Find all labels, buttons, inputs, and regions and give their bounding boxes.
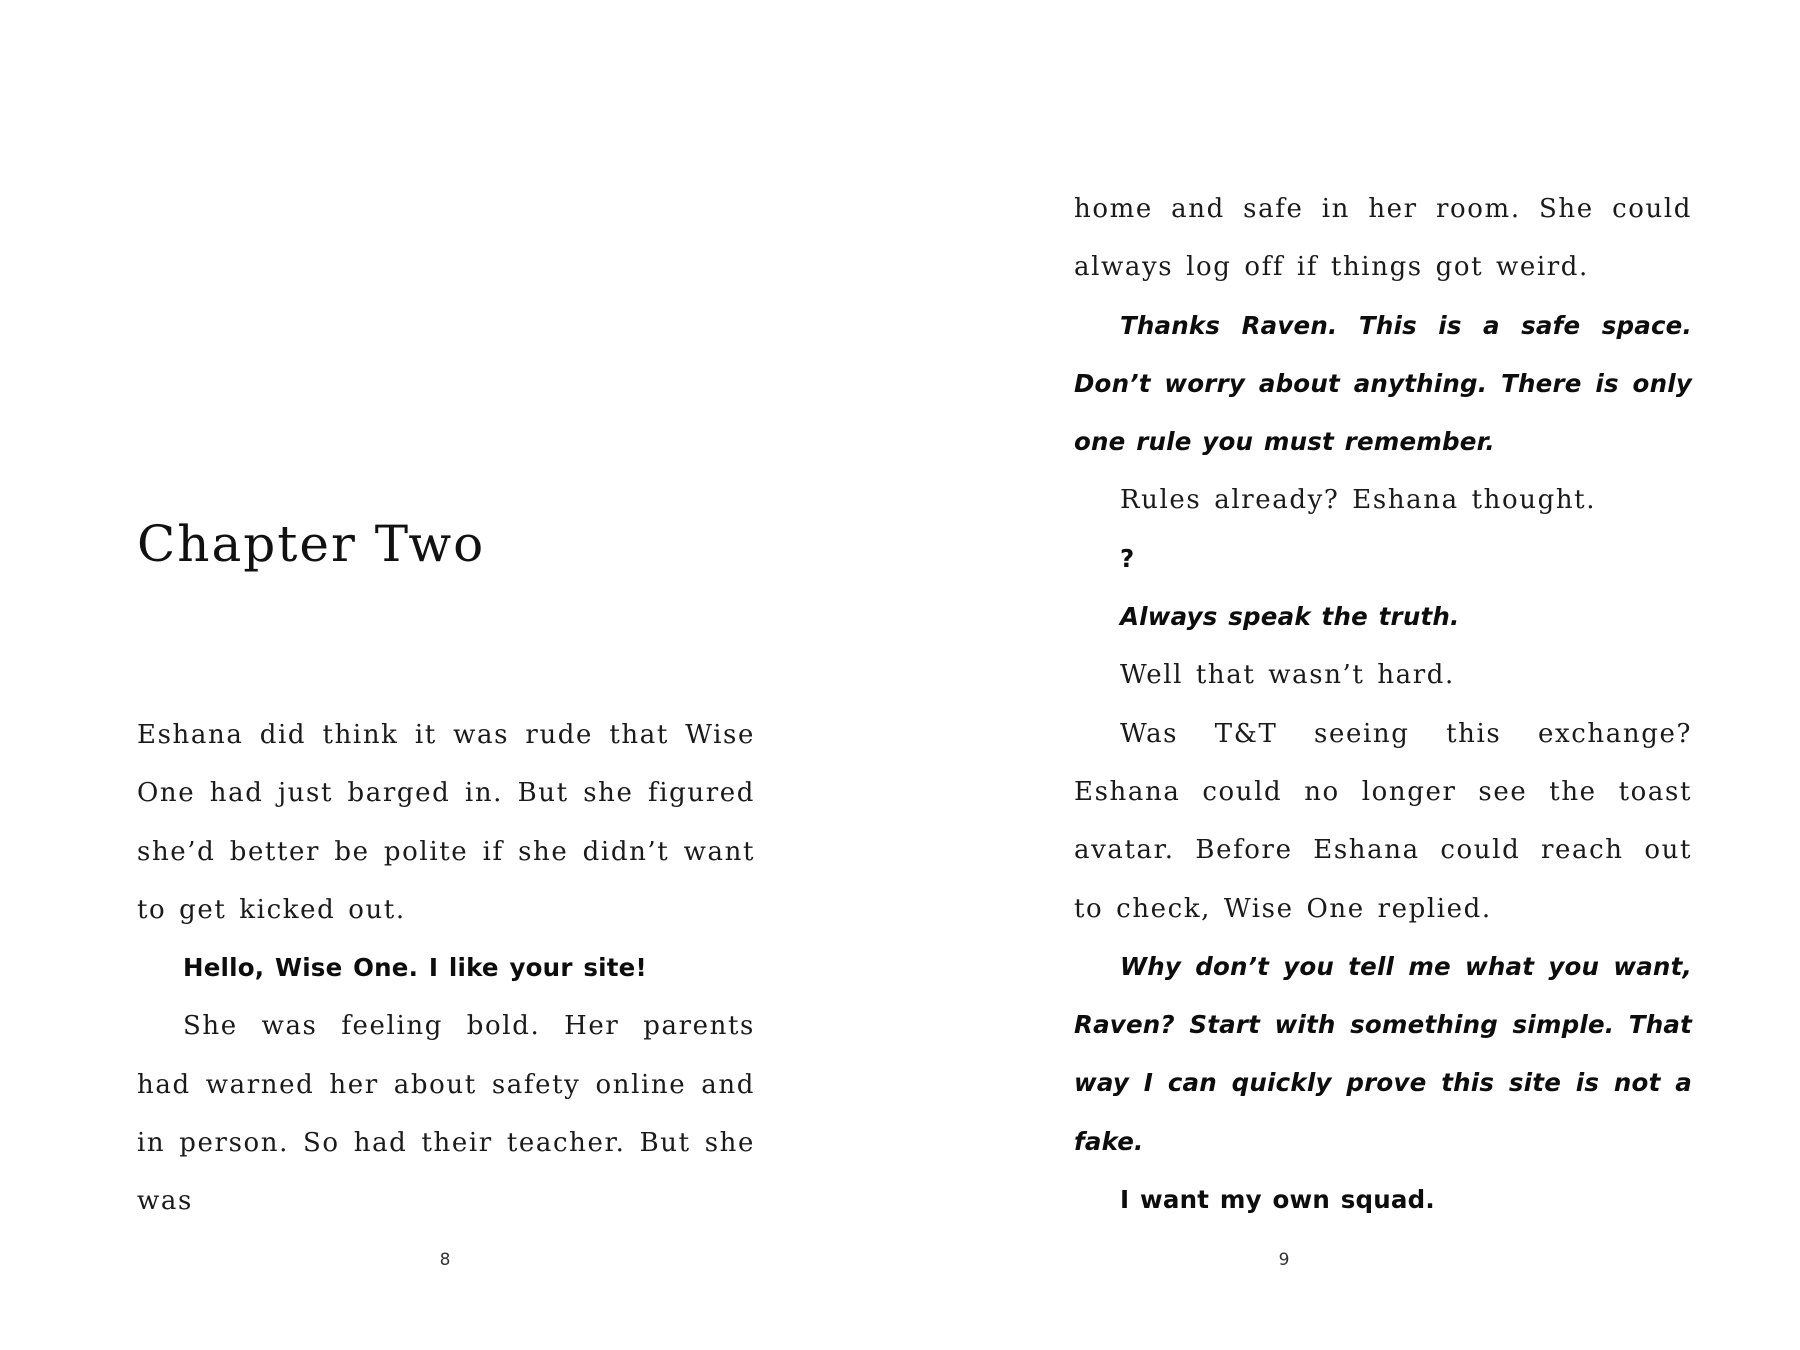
chat-message-raven: Hello, Wise One. I like your site! xyxy=(183,953,647,983)
right-page xyxy=(900,0,1800,1350)
narration-paragraph: Eshana did think it was rude that Wise One had just barged in. But she figured she’d better be polite if she didn’t want to get kicked out. xyxy=(137,720,755,925)
narration-paragraph: She was feeling bold. Her parents had warned her about safety online and in person. So had their teacher. But she was xyxy=(137,1011,755,1217)
chat-message-raven: ? xyxy=(1120,543,1135,573)
narration-paragraph: home and safe in her room. She could always log off if things got weird. xyxy=(1074,194,1692,283)
chat-message-wise-one: Why don’t you tell me what you want, Raven? Start with something simple. That way I can quickly prove this site is not a fake. xyxy=(1074,951,1692,1156)
right-page-body xyxy=(1074,180,1692,1229)
narration-paragraph: Rules already? Eshana thought. xyxy=(1120,485,1597,516)
chat-message-wise-one: Always speak the truth. xyxy=(1120,602,1460,632)
narration-paragraph: Well that wasn’t hard. xyxy=(1120,660,1455,691)
chat-message-wise-one: Thanks Raven. This is a safe space. Don’t worry about anything. There is only one rule you must remember. xyxy=(1074,310,1692,457)
chat-message-raven: I want my own squad. xyxy=(1120,1185,1435,1215)
left-page-body xyxy=(137,706,755,1231)
page-number: 9 xyxy=(1278,1250,1290,1270)
page-number: 8 xyxy=(439,1250,451,1270)
chapter-title: Chapter Two xyxy=(137,515,486,573)
narration-paragraph: Was T&T seeing this exchange? Eshana could no longer see the toast avatar. Before Eshana could reach out to check, Wise One replied. xyxy=(1074,718,1692,924)
